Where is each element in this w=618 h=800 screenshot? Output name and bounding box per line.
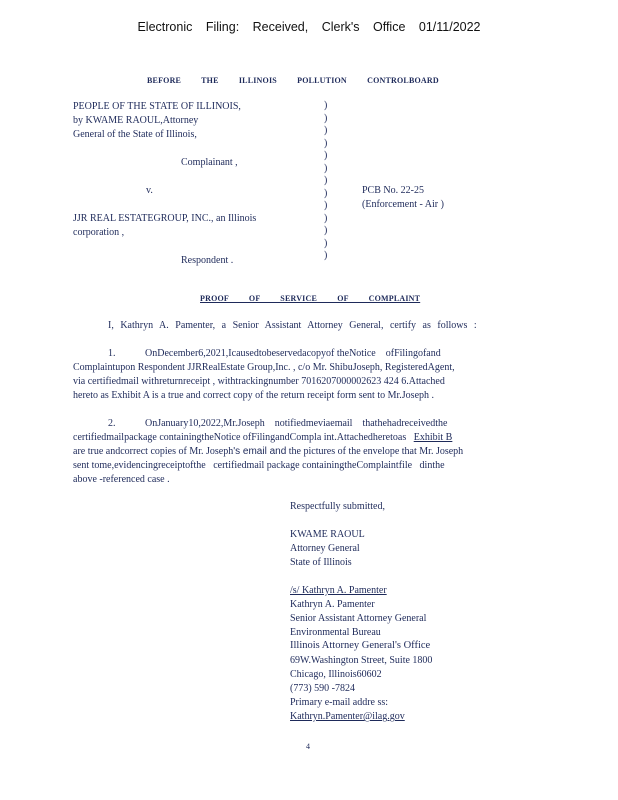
signer-phone: (773) 590 -7824 xyxy=(290,683,355,694)
caption-brackets: ) ) ) ) ) ) ) ) ) ) ) ) ) xyxy=(324,100,328,261)
signer-office: Illinois Attorney General's Office xyxy=(290,640,431,651)
para1-line-3: via certifiedmail withreturnreceipt , withtrackingnumber 7016207000002623 424 6.Attached xyxy=(73,376,445,387)
para2-line-3-post: the pictures of the envelope that Mr. Joseph xyxy=(288,446,464,457)
para2-line-1: OnJanuary10,2022,Mr.Joseph notifiedmeviaemail thathehadreceivedthe xyxy=(145,418,448,429)
defendant-line-2: corporation , xyxy=(73,227,125,238)
closing: Respectfully submitted, xyxy=(290,501,385,512)
para2-line-3 xyxy=(73,446,463,458)
signer-street: 69W.Washington Street, Suite 1800 xyxy=(290,655,433,666)
ag-title: Attorney General xyxy=(290,543,360,554)
respondent-label: Respondent . xyxy=(181,255,234,266)
para2-line-4: sent tome,evidencingreceiptofthe certifiedmail package containingtheComplaintfile dinthe xyxy=(73,460,445,471)
para2-line-5: above -referenced case . xyxy=(73,474,170,485)
plaintiff-line-1: PEOPLE OF THE STATE OF ILLINOIS, xyxy=(73,101,241,112)
para1-number: 1. xyxy=(108,348,116,359)
signer-role: Senior Assistant Attorney General xyxy=(290,613,427,624)
defendant-line-1: JJR REAL ESTATEGROUP, INC., an Illinois xyxy=(73,213,257,224)
para1-line-2: Complaintupon Respondent JJRRealEstate Group,Inc. , c/o Mr. ShibuJoseph, RegisteredAgent, xyxy=(73,362,455,373)
case-number: PCB No. 22-25 xyxy=(362,185,424,196)
para2-line-3-emph: 's email and xyxy=(233,446,287,457)
plaintiff-line-3: General of the State of Illinois, xyxy=(73,129,197,140)
para2-line-2 xyxy=(73,432,452,444)
signer-city: Chicago, Illinois60602 xyxy=(290,669,382,680)
para2-line-3-pre: are true andcorrect copies of Mr. Joseph xyxy=(73,446,234,457)
para1-line-1: OnDecember6,2021,Icausedtobeservedacopyof theNotice ofFilingofand xyxy=(145,348,441,359)
signer-bureau: Environmental Bureau xyxy=(290,627,381,638)
ag-name: KWAME RAOUL xyxy=(290,529,365,540)
email-link[interactable]: Kathryn.Pamenter@ilag.gov xyxy=(290,711,405,722)
intro-paragraph: I, Kathryn A. Pamenter, a Senior Assistant Attorney General, certify as follows : xyxy=(108,320,477,331)
exhibit-b-reference: Exhibit B xyxy=(413,432,453,443)
email-label: Primary e-mail addre ss: xyxy=(290,697,389,708)
para2-line-2-text: certifiedmailpackage containingtheNotice ofFilingandCompla int.Attachedheretoas xyxy=(73,432,407,443)
complainant-label: Complainant , xyxy=(181,157,238,168)
filing-stamp: Electronic Filing: Received, Clerk's Office 01/11/2022 xyxy=(137,20,481,34)
electronic-signature: /s/ Kathryn A. Pamenter xyxy=(290,585,387,596)
page-number: 4 xyxy=(306,742,310,751)
board-heading: BEFORE THE ILLINOIS POLLUTION CONTROLBOARD xyxy=(147,76,439,85)
plaintiff-line-2: by KWAME RAOUL,Attorney xyxy=(73,115,199,126)
case-type: (Enforcement - Air ) xyxy=(362,199,444,210)
document-title: PROOF OF SERVICE OF COMPLAINT xyxy=(200,294,421,303)
para2-number: 2. xyxy=(108,418,116,429)
versus-label: v. xyxy=(146,185,153,196)
para1-line-4: hereto as Exhibit A is a true and correct copy of the return receipt form sent to Mr.Joseph . xyxy=(73,390,435,401)
ag-state: State of Illinois xyxy=(290,557,352,568)
signer-name: Kathryn A. Pamenter xyxy=(290,599,375,610)
